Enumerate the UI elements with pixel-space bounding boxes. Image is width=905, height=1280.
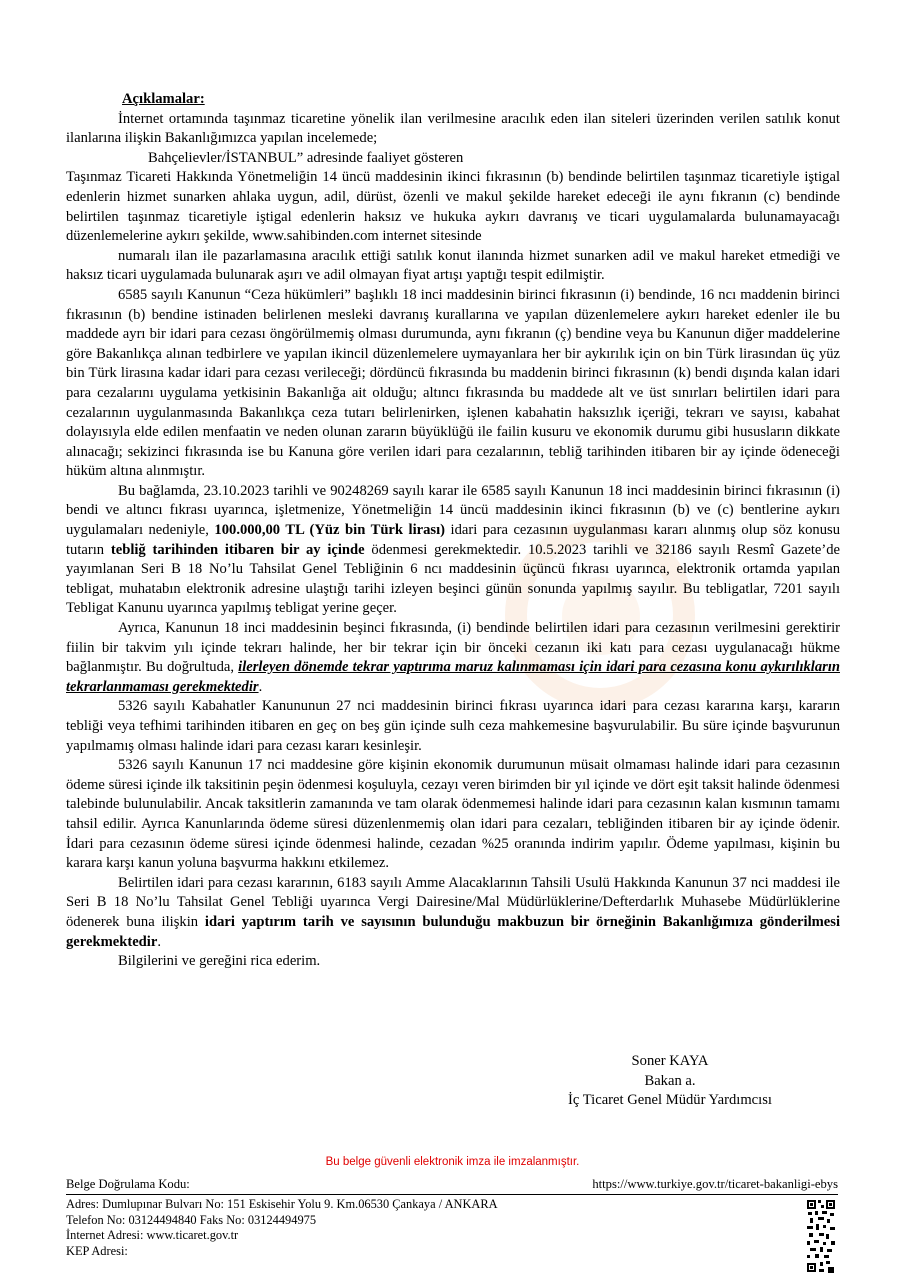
penalty-amount: 100.000,00 TL (Yüz bin Türk lirası) — [214, 522, 446, 539]
receipt-requirement: idari yaptırım tarih ve sayısının bulunduğu makbuzun bir örneğinin Bakanlığımıza gönderilmesi gerekmektedir — [66, 913, 840, 950]
business-address-line: Bahçelievler/İSTANBUL” adresinde faaliyet gösteren — [148, 149, 464, 166]
payment-deadline: tebliğ tarihinden itibaren bir ay içinde — [110, 541, 365, 558]
receipt-text: Belirtilen idari para cezası kararının, 6183 sayılı Amme Alacaklarının Tahsili Usulü Hakkında Kanunun 37 nci maddesi ile Seri B 18 No’lu Tahsilat Genel Tebliği uyarınca Vergi Dairesine/Mal Müdürlüklerine/Defterdarlık Muhasebe Müdürlüklerine ödenerek buna ilişkin — [66, 874, 840, 930]
footer-kep: KEP Adresi: — [66, 1243, 128, 1258]
verification-row — [66, 1177, 838, 1192]
repetition-period: . — [258, 678, 263, 695]
paragraph-penalty-decision — [66, 482, 840, 619]
footer-divider — [66, 1194, 838, 1195]
paragraph-finding: numaralı ilan ile pazarlamasına aracılık ettiği satılık konut ilanında hizmet sunarken adil ve makul hareket etmediği ve haksız ticari uygulamada bulunarak aşırı ve adil olmayan fiyat artışı yaptığı tespit edilmiştir. — [66, 247, 840, 284]
footer-address: Adres: Dumlupınar Bulvarı No: 151 Eskisehir Yolu 9. Km.06530 Çankaya / ANKARA — [66, 1197, 498, 1211]
paragraph-law-provisions: 6585 sayılı Kanunun “Ceza hükümleri” başlıklı 18 inci maddesinin birinci fıkrasının (i) bendinde, 16 ncı maddenin birinci fıkrasının (b) bendine istinaden belirlenen mesleki davranış kurallarına ve yapılan düzenlemelere aykırı hareket edenler ile bu maddede ayrı bir idari para cezası öngörülmemiş olması durumunda, aynı fıkranın (ç) bendine veya bu Kanunun diğer maddelerine göre Bakanlıkça alınan tedbirlere ve yapılan ikincil düzenlemelere uymayanlara her bir aykırılık için on bin Türk lirasından üç yüz bin Türk lirasına kadar idari para cezası verileceği; dördüncü fıkrasında bu maddenin birinci fıkrasının (k) bendi dışında kalan idari para cezalarını uygulama yetkisinin Bakanlığa ait olduğu; altıncı fıkrasında bu maddede alt ve üst sınırları belirtilen idari para cezalarının uygulanmasında Bakanlıkça ceza tutarı belirlenirken, işlenen kabahatin haksızlık içeriği, tekrarı ve sayısı, kabahat dolayısıyla elde edilen menfaatin ve neden olunan zararın büyüklüğü ile failin kusuru ve ekonomik durumu gibi hususların dikkate alınacağı; sekizinci fıkrasında ise bu Kanuna göre verilen idari para cezalarının, tebliğ tarihinden itibaren bir ay içinde ödeneceği hüküm altına alınmıştır. — [66, 286, 840, 480]
penalty-text-3: ödenmesi gerekmektedir. 10.5.2023 tarihli ve 32186 sayılı Resmî Gazete’de yayımlanan Seri B 18 No’lu Tahsilat Genel Tebliğinin 6 ncı maddesinin üçüncü fıkrası uyarınca, elektronik ortamda yapılan tebligat, muhatabın elektronik adresine ulaştığı tarihi izleyen beşinci günün sonunda yapılmış sayılır. Bu tebligatlar, 7201 sayılı Tebligat Kanunu uyarınca yapılmış tebligat yerine geçer. — [66, 541, 840, 617]
penalty-text: Bu bağlamda, 23.10.2023 tarihli ve 90248269 sayılı karar ile 6585 sayılı Kanunun 18 inci maddesinin birinci fıkrasının (i) bendi ve altıncı fıkrası uyarınca, işletmenize, Yönetmeliğin 14 üncü maddesinin ikinci fıkrasının (b) ve (c) bentlerine aykırı uygulamaları nedeniyle, — [66, 482, 840, 539]
verification-url[interactable]: https://www.turkiye.gov.tr/ticaret-bakanligi-ebys — [592, 1177, 838, 1191]
footer-phone: Telefon No: 03124494840 Faks No: 03124494975 — [66, 1212, 317, 1227]
paragraph-regulation: Taşınmaz Ticareti Hakkında Yönetmeliğin 14 üncü maddesinin ikinci fıkrasının (b) bendinde belirtilen taşınmaz ticaretiyle iştigal edenlerin hizmet sunarken ahlaka uygun, adil, dürüst, özenli ve makul şekilde hareket edeceği ile aynı fıkranın (c) bendinde belirtilen taşınmaz ticaretiyle iştigal edenlerin haksız ve hukuka aykırı davranış ve ticari uygulamalarda bulunamayacağı düzenlemelerine aykırı şekilde, www.sahibinden.com internet sitesinde — [66, 169, 840, 245]
letter-body — [66, 90, 840, 972]
signer-name: Soner KAYA — [631, 1053, 709, 1069]
penalty-text-2: idari para cezasının uygulanması kararı alınmış olup söz konusu tutarın — [66, 522, 840, 558]
signature-block — [520, 1052, 820, 1111]
receipt-period: . — [157, 933, 161, 950]
signer-title-1: Bakan a. — [644, 1072, 696, 1089]
footer-web[interactable]: İnternet Adresi: www.ticaret.gov.tr — [66, 1228, 239, 1242]
paragraph-repetition — [66, 619, 840, 697]
paragraph-appeal: 5326 sayılı Kabahatler Kanununun 27 nci maddesinin birinci fıkrası uyarınca idari para cezası kararına karşı, kararın tebliği veya tefhimi tarihinden itibaren en geç on beş gün içinde sulh ceza mahkemesine başvurulabilir. Bu süre içinde başvurunun yapılmamış olması halinde idari para cezası kararı kesinleşir. — [66, 698, 840, 754]
signer-title-2: İç Ticaret Genel Müdür Yardımcısı — [568, 1092, 772, 1109]
repetition-text: Ayrıca, Kanunun 18 inci maddesinin beşinci fıkrasında, (i) bendinde belirtilen idari para cezasının verilmesini gerektirir fiilin bir takvim yılı içinde tekrarı halinde, her bir tekrar için bir önceki cezanın iki katı para cezası uygulanacağı hükme bağlanmıştır. Bu doğrultuda, — [66, 620, 840, 676]
qr-code-icon — [806, 1197, 836, 1275]
esignature-note: Bu belge güvenli elektronik imza ile imzalanmıştır. — [325, 1156, 580, 1168]
paragraph-payment-receipt — [66, 874, 840, 952]
closing-line: Bilgilerini ve gereğini rica ederim. — [118, 953, 321, 970]
repetition-warning: ilerleyen dönemde tekrar yaptırıma maruz kalınmaması için idari para cezasına konu aykırılıkların tekrarlanmaması gerekmektedir — [66, 659, 840, 695]
section-heading: Açıklamalar: — [122, 91, 205, 107]
footer-contact — [66, 1197, 506, 1259]
paragraph-installments: 5326 sayılı Kanunun 17 nci maddesine göre kişinin ekonomik durumunun müsait olmaması halinde idari para cezasının ödeme süresi içinde ilk taksitinin peşin ödenmesi koşuluyla, cezayı veren birimden bir yıl içinde ve dört eşit taksit halinde ödenmesi talebinde bulunulabilir. Ancak taksitlerin zamanında ve tam olarak ödenmemesi halinde idari para cezasının kalan kısmının tamamı tahsil edilir. Ayrıca Kanunlarında ödeme süresi düzenlenmemiş olan idari para cezaları, tebliğinden itibaren bir ay içinde ödenir. İdari para cezasının ödeme süresi içinde ödenmesi halinde, cezadan %25 oranında indirim yapılır. Ödeme yapılması, kişinin bu karara karşı kanun yoluna başvurma hakkını etkilemez. — [66, 757, 840, 872]
verification-code-label: Belge Doğrulama Kodu: — [66, 1177, 190, 1191]
paragraph-intro: İnternet ortamında taşınmaz ticaretine yönelik ilan verilmesine aracılık eden ilan siteleri üzerinden verilen satılık konut ilanlarına ilişkin Bakanlığımızca yapılan incelemede; — [66, 110, 840, 147]
